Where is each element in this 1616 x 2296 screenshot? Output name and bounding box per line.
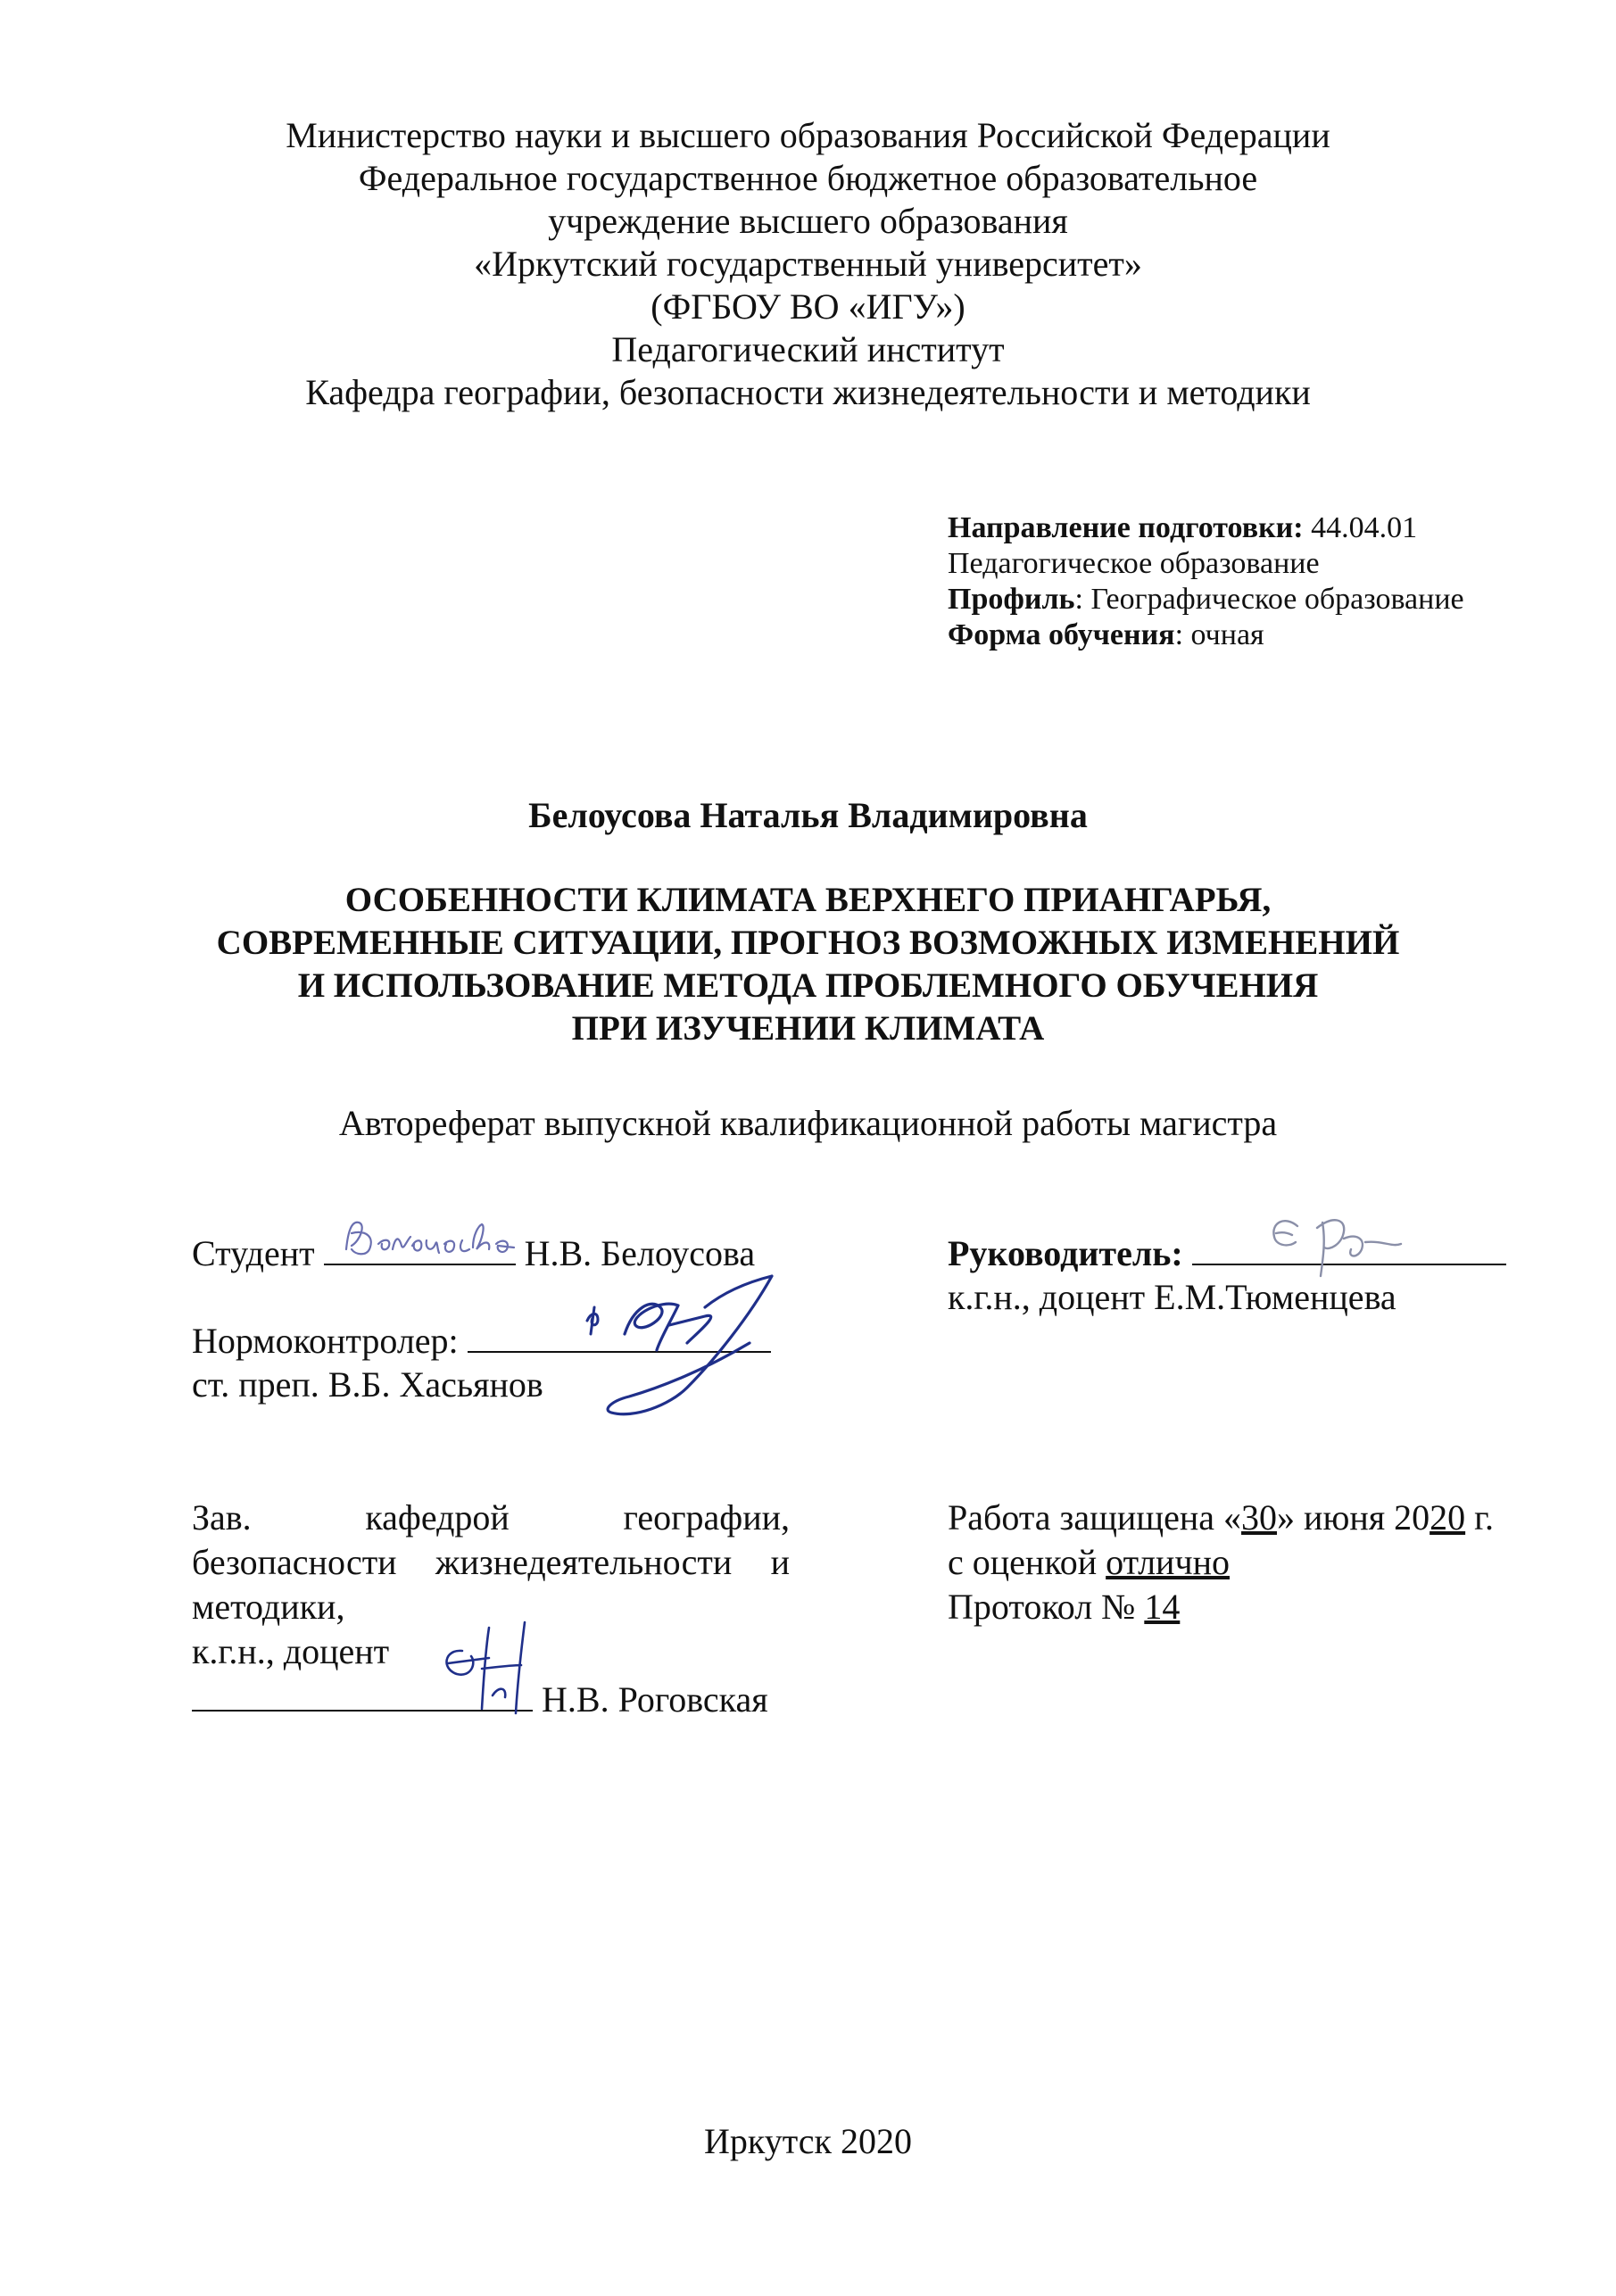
title-line: ОСОБЕННОСТИ КЛИМАТА ВЕРХНЕГО ПРИАНГАРЬЯ, [344,881,1272,919]
direction-code: 44.04.01 [1303,511,1418,544]
student-name: Н.В. Белоусова [524,1233,756,1273]
student-signature-image [339,1214,544,1267]
head-line-3: методики, [192,1587,345,1627]
normocontrol-label: Нормоконтролер: [192,1321,459,1361]
form-label: Форма обучения [948,618,1175,651]
supervisor-name: к.г.н., доцент Е.М.Тюменцева [948,1277,1396,1317]
author-name: Белоусова Наталья Владимировна [528,795,1088,835]
head-line-2: безопасности жизнедеятельности и [192,1542,790,1582]
title-line: ПРИ ИЗУЧЕНИИ КЛИМАТА [571,1009,1045,1048]
defense-month: » июня 20 [1277,1497,1430,1538]
student-label: Студент [192,1233,315,1273]
head-line-1: Зав. кафедрой географии, [192,1497,790,1538]
document-subtitle: Автореферат выпускной квалификационной работы магистра [338,1103,1278,1143]
head-signature-image [435,1615,569,1722]
protocol-label: Протокол № [948,1587,1145,1627]
specialty-block [948,510,1464,653]
grade-line [948,1541,1230,1584]
defense-year: 20 [1430,1497,1466,1538]
direction-name: Педагогическое образование [948,547,1320,580]
header-line: Федеральное государственное бюджетное образовательное [358,158,1258,198]
form-line [948,618,1464,653]
profile-value: : Географическое образование [1074,583,1464,616]
defense-suffix: г. [1465,1497,1495,1538]
head-line-4: к.г.н., доцент [192,1631,390,1671]
title-line: СОВРЕМЕННЫЕ СИТУАЦИИ, ПРОГНОЗ ВОЗМОЖНЫХ ИЗМЕНЕНИЙ [216,924,1400,962]
header-line: Педагогический институт [611,329,1005,369]
direction-line [948,510,1464,546]
header-line: «Иркутский государственный университет» [474,244,1142,284]
profile-line [948,582,1464,618]
supervisor-label: Руководитель: [948,1233,1183,1273]
title-line: И ИСПОЛЬЗОВАНИЕ МЕТОДА ПРОБЛЕМНОГО ОБУЧЕНИЯ [297,966,1319,1005]
normocontrol-signature-image [571,1272,803,1428]
defense-line [948,1496,1494,1539]
defense-day: 30 [1241,1497,1278,1538]
header-line: Кафедра географии, безопасности жизнедеятельности и методики [305,372,1311,412]
supervisor-signature-image [1258,1206,1437,1296]
grade-value: отлично [1106,1542,1230,1582]
head-name: Н.В. Роговская [542,1679,768,1720]
direction-label: Направление подготовки: [948,511,1304,544]
header-line: учреждение высшего образования [548,201,1068,241]
grade-label: с оценкой [948,1542,1106,1582]
defense-prefix: Работа защищена « [948,1497,1242,1538]
city-year: Иркутск 2020 [704,2121,912,2161]
header-line: (ФГБОУ ВО «ИГУ») [651,286,965,327]
protocol-number: 14 [1144,1587,1181,1627]
profile-label: Профиль [948,583,1075,616]
thesis-title [0,879,1616,1050]
protocol-line [948,1586,1180,1629]
header-line: Министерство науки и высшего образования Российской Федерации [286,115,1330,155]
form-value: : очная [1174,618,1264,651]
normocontrol-name: ст. преп. В.Б. Хасьянов [192,1364,543,1405]
ministry-header [0,114,1616,414]
